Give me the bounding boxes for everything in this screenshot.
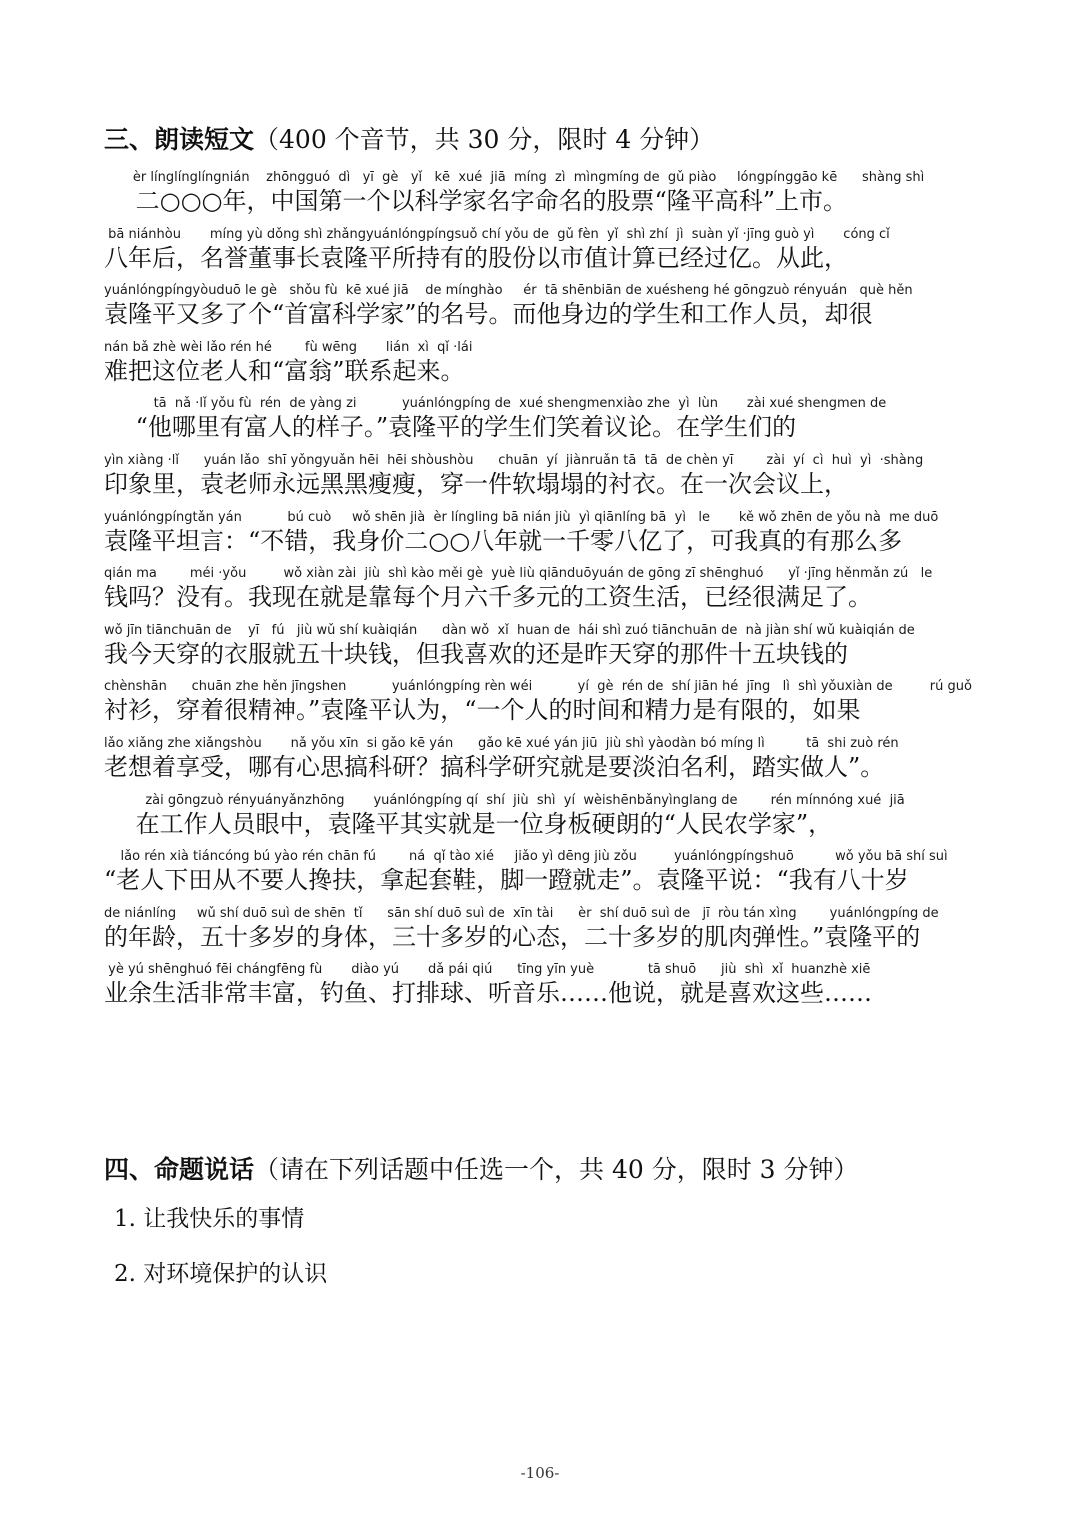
passage-line — [104, 793, 984, 839]
topic-item: 1. 让我快乐的事情 — [114, 1206, 305, 1232]
hanzi-line: 在工作人员眼中，袁隆平其实就是一位身板硬朗的“人民农学家”， — [104, 810, 833, 838]
section3-heading — [104, 120, 714, 156]
pinyin-line: yuánlóngpíngtǎn yán bú cuò wǒ shēn jià èr língling bā nián jiù yì qiānlíng bā yì le kě wǒ zhēn de yǒu nà me duō — [104, 510, 939, 525]
pinyin-line: yuánlóngpíngyòuduō le gè shǒu fù kē xué jiā de mínghào ér tā shēnbiān de xuésheng hé gōngzuò rényuán què hěn — [104, 283, 913, 298]
hanzi-line: 我今天穿的衣服就五十块钱，但我喜欢的还是昨天穿的那件十五块钱的 — [104, 640, 848, 668]
pinyin-line: tā nǎ ·lǐ yǒu fù rén de yàng zi yuánlóngpíng de xué shengmenxiào zhe yì lùn zài xué shengmen de — [104, 396, 887, 411]
pinyin-line: wǒ jīn tiānchuān de yī fú jiù wǔ shí kuàiqián dàn wǒ xǐ huan de hái shì zuó tiānchuān de nà jiàn shí wǔ kuàiqián de — [104, 623, 915, 638]
hanzi-line: 八年后，名誉董事长袁隆平所持有的股份以市值计算已经过亿。从此， — [104, 244, 848, 272]
passage-line — [104, 736, 984, 782]
passage-line — [104, 962, 984, 1008]
pinyin-line: zài gōngzuò rényuányǎnzhōng yuánlóngpíng qí shí jiù shì yí wèishēnbǎnyìnglang de rén mínnóng xué jiā — [104, 793, 905, 808]
hanzi-line: 印象里，袁老师永远黑黑瘦瘦，穿一件软塌塌的衬衣。在一次会议上， — [104, 470, 848, 498]
pinyin-line: de niánlíng wǔ shí duō suì de shēn tǐ sān shí duō suì de xīn tài èr shí duō suì de jī ròu tán xìng yuánlóngpíng de — [104, 906, 939, 921]
passage-line — [104, 283, 984, 329]
hanzi-line: 衬衫，穿着很精神。”袁隆平认为，“一个人的时间和精力是有限的，如果 — [104, 696, 861, 724]
section4-note: （请在下列话题中任选一个，共 40 分，限时 3 分钟） — [254, 1155, 859, 1184]
hanzi-line: 的年龄，五十多岁的身体，三十多岁的心态，二十多岁的肌肉弹性。”袁隆平的 — [104, 923, 921, 951]
passage-line — [104, 170, 984, 216]
pinyin-line: chènshān chuān zhe hěn jīngshen yuánlóngpíng rèn wéi yí gè rén de shí jiān hé jīng lì shì yǒuxiàn de rú guǒ — [104, 679, 972, 694]
section4-title: 四、命题说话 — [104, 1155, 255, 1184]
hanzi-line: 袁隆平又多了个“首富科学家”的名号。而他身边的学生和工作人员，却很 — [104, 300, 873, 328]
passage-line — [104, 849, 984, 895]
passage-line — [104, 396, 984, 442]
section3-title: 三、朗读短文 — [104, 125, 255, 154]
passage-line — [104, 453, 984, 499]
topic-item: 2. 对环境保护的认识 — [114, 1261, 328, 1287]
hanzi-line: “他哪里有富人的样子。”袁隆平的学生们笑着议论。在学生们的 — [104, 413, 797, 441]
hanzi-line: 业余生活非常丰富，钓鱼、打排球、听音乐……他说，就是喜欢这些…… — [104, 979, 872, 1007]
passage-line — [104, 227, 984, 273]
pinyin-line: yìn xiàng ·lǐ yuán lǎo shī yǒngyuǎn hēi hēi shòushòu chuān yí jiànruǎn tā tā de chèn yī zài yí cì huì yì ·shàng — [104, 453, 924, 468]
hanzi-line: 钱吗？没有。我现在就是靠每个月六千多元的工资生活，已经很满足了。 — [104, 583, 872, 611]
section3-note: （400 个音节，共 30 分，限时 4 分钟） — [254, 125, 715, 154]
passage-line — [104, 623, 984, 669]
hanzi-line: 二○○○年，中国第一个以科学家名字命名的股票“隆平高科”上市。 — [104, 187, 847, 215]
section4-heading — [104, 1150, 859, 1186]
pinyin-line: qián ma méi ·yǒu wǒ xiàn zài jiù shì kào měi gè yuè liù qiānduōyuán de gōng zī shēnghuó yǐ ·jīng hěnmǎn zú le — [104, 566, 933, 581]
hanzi-line: 袁隆平坦言：“不错，我身价二○○八年就一千零八亿了，可我真的有那么多 — [104, 527, 903, 555]
hanzi-line: “老人下田从不要人搀扶，拿起套鞋，脚一蹬就走”。袁隆平说：“我有八十岁 — [104, 866, 909, 894]
hanzi-line: 难把这位老人和“富翁”联系起来。 — [104, 357, 465, 385]
pinyin-line: bā niánhòu míng yù dǒng shì zhǎngyuánlóngpíngsuǒ chí yǒu de gǔ fèn yǐ shì zhí jì suàn yǐ ·jīng guò yì cóng cǐ — [104, 227, 890, 242]
passage-line — [104, 906, 984, 952]
pinyin-line: èr línglínglíngnián zhōngguó dì yī gè yǐ kē xué jiā míng zì mìngmíng de gǔ piào lóngpínggāo kē shàng shì — [104, 170, 925, 185]
passage-line — [104, 340, 984, 386]
hanzi-line: 老想着享受，哪有心思搞科研？搞科学研究就是要淡泊名利，踏实做人”。 — [104, 753, 885, 781]
passage-line — [104, 679, 984, 725]
pinyin-line: nán bǎ zhè wèi lǎo rén hé fù wēng lián xì qǐ ·lái — [104, 340, 473, 355]
pinyin-line: yè yú shēnghuó fēi chángfēng fù diào yú dǎ pái qiú tīng yīn yuè tā shuō jiù shì xǐ huanzhè xiē — [104, 962, 871, 977]
passage-line — [104, 510, 984, 556]
pinyin-line: lǎo xiǎng zhe xiǎngshòu nǎ yǒu xīn si gǎo kē yán gǎo kē xué yán jiū jiù shì yàodàn bó míng lì tā shi zuò rén — [104, 736, 899, 751]
pinyin-line: lǎo rén xià tiáncóng bú yào rén chān fú ná qǐ tào xié jiǎo yì dēng jiù zǒu yuánlóngpíngshuō wǒ yǒu bā shí suì — [104, 849, 948, 864]
page-number: -106- — [520, 1464, 560, 1482]
passage-line — [104, 566, 984, 612]
